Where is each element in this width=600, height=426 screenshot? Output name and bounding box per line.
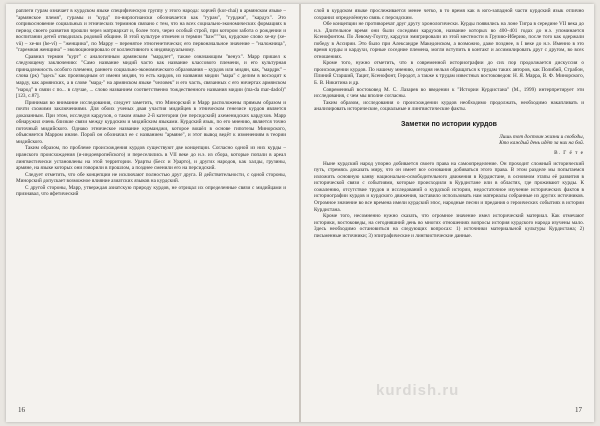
right-paragraph: Кроме того, несомненно нужно сказать, что огромное значение имел исторический материал. Как отмечают историки, востоковеды, на сегодняшний день во многих отношениях вопросы история курдского народа изучены мало. Здесь необходимо остановиться на следующих вопросах: 1) источники материальной культуры Курдистана; 2) письменные источники; 3) эпиграфические и лингвистические данные. (314, 213, 584, 239)
page-number-left: 16 (18, 406, 25, 414)
left-paragraph: Следует отметить, что обе концепции не исключают полностью друг друга. В действительности, с одной стороны, Минорский допускает возможное влияние азиатских языков на курдский. (16, 171, 286, 185)
left-paragraph: Таким образом, по проблеме происхождения курдов существуют две концепции. Согласно одной из них курды – иранского происхождения (и-индоевропейского) и переселились в VII веке до н.э. из сбора, которые попали в ареал лингвистически установлены на этой территории. Урарты (Бесс и Урарто), и других народов, как халды, грузины, армяне, на языке которых они говорили в прошлом, а позднее сменили его на персидский. (16, 145, 286, 172)
right-paragraph: слой в курдском языке прослеживается менее четко, в то время как в юго-западной части курдский язык отлично сохранил определённую связь с персидским. (314, 8, 584, 21)
left-paragraph: раплеги гурам означает в курдском языке специфическую группу у этого народа: хорчей (kor-chai) в армянском языке – "армянское племя", гурамы и "курд" по-вирлогиански обозначается как "гурам", "гурджи", "кардух". Это соприкосновение социальных и этнических терминов связано с тем, что на всех социально-экономических формациях в период своего развития прошли через матриархат и, более того, через особый строй, при котором забота о рождении и воспитании детей отводилась родовой общине. В этой культуре отмечен и термин "haw"""ки, курдское слово хе-ву (xe-vû) – хе-ви (he-vî) – "женщина", по Марру – перенятое этногенетически; его первоначальное значение – "наложница", "гаремная женщина" – эволюционировало от коллективного к индивидуальному. (16, 8, 286, 54)
book-gutter (299, 4, 301, 422)
epigraph-author: В. Г ё т е (554, 149, 584, 156)
epigraph-line: Кто каждый день идёт за них на бой. (499, 140, 584, 147)
right-paragraph: Таким образом, исследования о происхождении курдов необходимо продолжать, необходимо накапливать и анализировать исторические, социальные и лингвистические факты. (314, 99, 584, 113)
right-page-text-bottom (314, 161, 584, 240)
page-number-right: 17 (575, 406, 582, 414)
right-page (314, 8, 584, 418)
left-paragraph: Сравнил термин "курт" с аналогичным армянским "мардлет", также означающим "венух". Марр пришел к следующему заключению: "Само название мидий часто как название классового племени, и его культурная принадлежность особого племени, раннего социально-экономического образования – курдов или мидян, как, "мардрк" – слова (рк) "здесь" как производным от имени мидян, то есть кирдов, из названия мидии "мара" с делим в восходит к марду, как армянских, а в слове "мард-" на армянском языке "человек" и его часть, связанных с его ничертах армянском "народ" в связи с по... в случае, ... слово названием соответственно тождественного названия мидии (ma-da mar-dadol)" [123, с.87]. (16, 53, 286, 100)
right-paragraph: Современный востоковед М. С. Лазарев во введении к "Истории Курдистана" (М., 1999) интерпретирует эти исследования, с чем мы вполне согласны. (314, 86, 584, 100)
left-page (16, 8, 286, 418)
section-heading: Заметки по истории курдов (401, 120, 497, 128)
left-page-text (16, 8, 286, 198)
right-paragraph: Обе концепции не противоречат друг другу хронологически. Курды появились на лоне Тигра в середине VII века до н.э. Длительное время они были соседями кардухов, название которых во 400–401 годах до н.э. упоминается Ксенофонтом. По Левому-Гоулту, кардухи эмигрировали из этой местности в Грузию-Иберию, после того как одержали победу в Ассирии. Это было при Александре Македонском, а возможно, даже позднее, в I веке до н.э. Именно в это время курды и кардухи, горные соседние племена, могли вступить в контакт и ассимилировать друг с другом, во всех отношениях. (314, 21, 584, 60)
right-page-text-top (314, 8, 584, 113)
epigraph (314, 134, 584, 147)
book-spread (6, 4, 594, 422)
right-paragraph: Кроме того, нужно отметить, что в современной историографии до сих пор продолжается дискуссия о происхождении курдов. По нашему мнению, сегодня нельзя обращаться к трудам таких авторов, как Полибий, Страбон, Плиний Старший, Тацит, Ксенофонт, Геродот, а также к трудам известных востоковедов: Н. Я. Марра, В. Ф. Минорского, Б. В. Никитина и др. (314, 60, 584, 87)
right-paragraph: Ныне курдский народ упорно добивается своего права на самоопределение. Он проходит сложный исторический путь, стремясь доказать миру, что он имеет все основания добиваться этого права. В этом разделе мы попытаемся изложить основную канву национально-освободительного движения в Курдистане, в основном этапы её развития в исторической связи с событиями, которые происходили в Курдистане или в областях, где проживают курды. К сожалению, отсутствие трудов и исследований о курдской истории, недостаточное изучение исторических фактов в историографии курдов и курдского движения, заставило использовать нам материалы собранные из других источников. Огромное значение во все времена имели курдский эпос, народные песни и предания о героических событиях в истории Курдистана. (314, 160, 584, 213)
left-paragraph: С другой стороны, Марр, утверждая азиатскую природу курдов, не отрицал их определенные связи с мидийцами и признавал, что яфетический (16, 184, 286, 198)
watermark-text: kurdish.ru (376, 382, 460, 399)
left-paragraph: Принимая во внимание исследования, следует заметить, что Минорский и Марр расположены прямым образом и почти схожими заключениями. Для обоих ученых двая участия мидийцев в этническом генезисе курдов является доказанным. При этом, исследуя кардухов, о таком языке 2-й категории (не персидский) ахеменидских кардухов. Марр обнаружил очень близкие связи между курдским и мидийским языками. Курдский язык, по его мнению, является точно поточный мидийского. Однако этническое название курманджи, которое вошёл в основе гипотезы Минорского, объясняется Марром иначе. Порой он обозначил ее с названием "армяне", и этот вывод ведёт к изменениям в теории мидийского. (16, 99, 286, 145)
epigraph-line: Лишь тот достоин жизни и свободы, (499, 133, 584, 140)
